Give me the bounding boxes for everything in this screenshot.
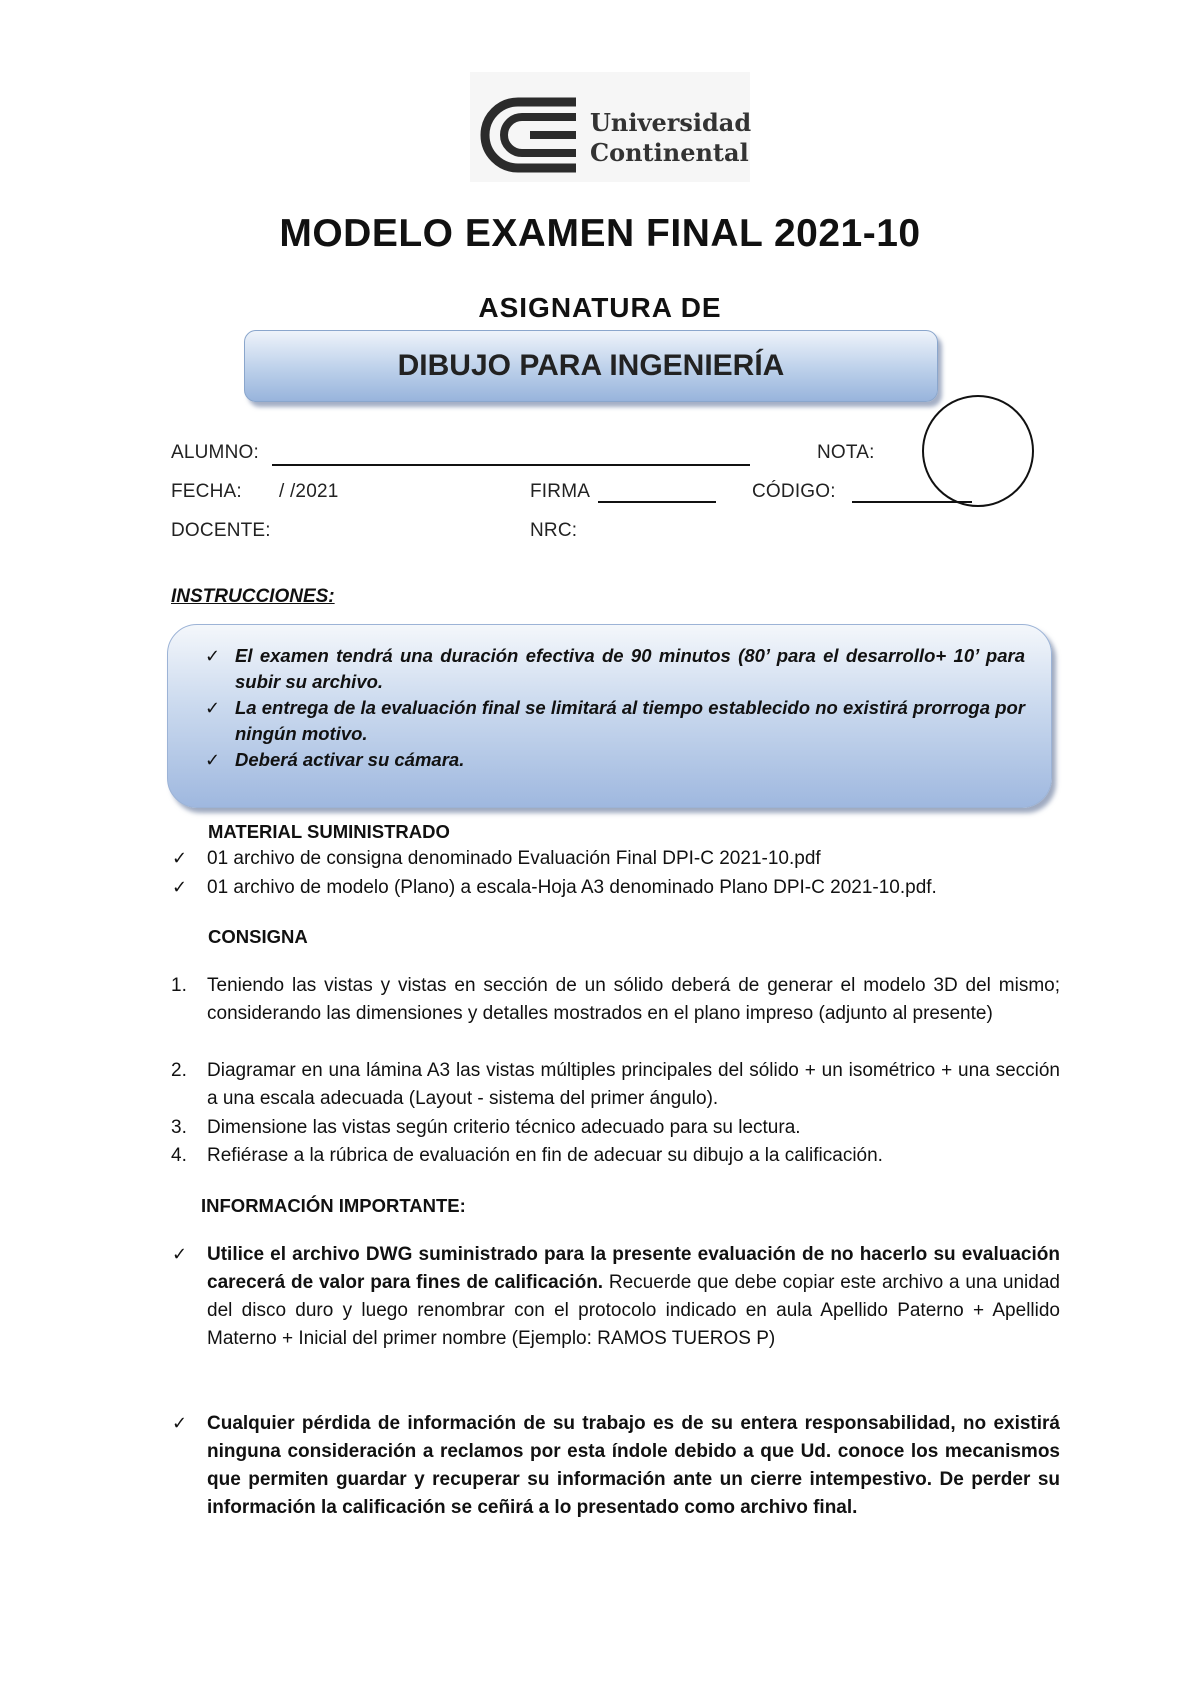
subject-label: ASIGNATURA DE xyxy=(478,292,722,323)
university-name-line2: Continental xyxy=(590,138,749,167)
code-label: CÓDIGO: xyxy=(752,481,836,502)
check-icon: ✓ xyxy=(205,646,221,666)
exam-title: MODELO EXAMEN FINAL 2021-10 xyxy=(279,212,921,255)
check-icon: ✓ xyxy=(205,750,221,770)
signature-line[interactable] xyxy=(598,501,716,503)
check-icon: ✓ xyxy=(205,698,221,718)
instructions-heading: INSTRUCCIONES: xyxy=(171,586,335,607)
student-label: ALUMNO: xyxy=(171,442,259,463)
nrc-label: NRC: xyxy=(530,520,578,541)
important-heading: INFORMACIÓN IMPORTANTE: xyxy=(201,1195,466,1216)
list-number: 3. xyxy=(171,1117,187,1138)
grade-label: NOTA: xyxy=(817,442,875,463)
student-name-line[interactable] xyxy=(272,464,750,466)
material-heading: MATERIAL SUMINISTRADO xyxy=(208,821,450,842)
material-item: 01 archivo de modelo (Plano) a escala-Hoja A3 denominado Plano DPI-C 2021-10.pdf. xyxy=(207,877,937,898)
code-line[interactable] xyxy=(852,501,972,503)
signature-label: FIRMA xyxy=(530,481,591,502)
instruction-item: La entrega de la evaluación final se limitará al tiempo establecido no existirá prorroga por ningún motivo. xyxy=(235,697,1025,744)
teacher-label: DOCENTE: xyxy=(171,520,271,541)
important-item xyxy=(207,1241,1060,1353)
list-number: 2. xyxy=(171,1060,187,1081)
check-icon: ✓ xyxy=(172,1413,188,1433)
consigna-item: Refiérase a la rúbrica de evaluación en fin de adecuar su dibujo a la calificación. xyxy=(207,1145,883,1166)
list-number: 4. xyxy=(171,1145,187,1166)
check-icon: ✓ xyxy=(172,848,188,868)
instruction-item: El examen tendrá una duración efectiva de 90 minutos (80’ para el desarrollo+ 10’ para subir su archivo. xyxy=(235,645,1025,692)
important-item: Cualquier pérdida de información de su trabajo es de su entera responsabilidad, no existirá ninguna consideración a reclamos por esta índole debido a que Ud. conoce los mecanismos que permiten guardar y recuperar su información ante un cierre intempestivo. De perder su información la calificación se ceñirá a lo presentado como archivo final. xyxy=(207,1413,1060,1518)
consigna-item: Dimensione las vistas según criterio técnico adecuado para su lectura. xyxy=(207,1117,801,1138)
university-logo xyxy=(470,72,750,182)
subject-banner: DIBUJO PARA INGENIERÍA xyxy=(244,330,938,402)
date-label: FECHA: xyxy=(171,481,242,502)
instruction-item: Deberá activar su cámara. xyxy=(235,749,465,770)
list-number: 1. xyxy=(171,975,187,996)
date-value[interactable]: / /2021 xyxy=(279,481,339,502)
university-name-line1: Universidad xyxy=(590,108,752,137)
grade-circle[interactable] xyxy=(922,395,1034,507)
important-item-bold-text: Utilice el archivo DWG suministrado para la presente evaluación de no hacerlo su evaluación carecerá de valor para fines de calificación. xyxy=(207,1244,1060,1293)
important-item-text: Recuerde que debe copiar este archivo a una unidad del disco duro y luego renombrar con el protocolo indicado en aula Apellido Paterno + Apellido Materno + Inicial del primer nombre (Ejemplo: RAMOS TUEROS P) xyxy=(207,1272,1060,1349)
consigna-heading: CONSIGNA xyxy=(208,926,308,947)
consigna-item: Teniendo las vistas y vistas en sección de un sólido deberá de generar el modelo 3D del mismo; considerando las dimensiones y detalles mostrados en el plano impreso (adjunto al presente) xyxy=(207,975,1060,1024)
check-icon: ✓ xyxy=(172,877,188,897)
material-item: 01 archivo de consigna denominado Evaluación Final DPI-C 2021-10.pdf xyxy=(207,848,821,869)
consigna-item: Diagramar en una lámina A3 las vistas múltiples principales del sólido + un isométrico + una sección a una escala adecuada (Layout - sistema del primer ángulo). xyxy=(207,1060,1060,1109)
university-logo-mark-icon xyxy=(478,96,582,174)
check-icon: ✓ xyxy=(172,1244,188,1264)
